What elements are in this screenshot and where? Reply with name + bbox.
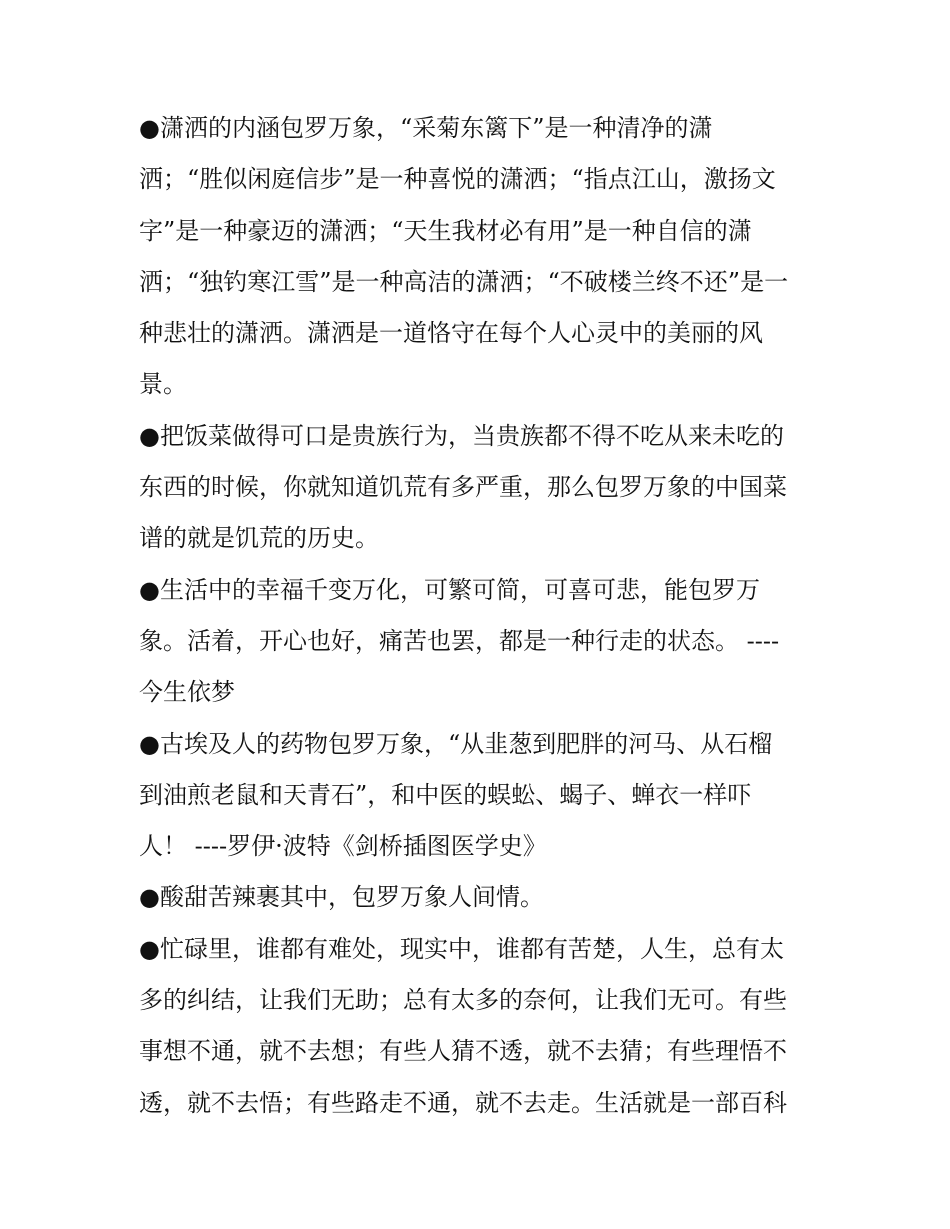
text-line: ●忙碌里，谁都有难处，现实中，谁都有苦楚，人生，总有太: [139, 934, 784, 963]
text-line: ●古埃及人的药物包罗万象，“从韭葱到肥胖的河马、从石榴: [139, 729, 773, 758]
text-line: ●生活中的幸福千变万化，可繁可简，可喜可悲，能包罗万: [139, 575, 760, 604]
text-line: 事想不通，就不去想；有些人猜不透，就不去猜；有些理悟不: [139, 1037, 787, 1066]
text-line: 东西的时候，你就知道饥荒有多严重，那么包罗万象的中国菜: [139, 473, 787, 502]
text-line: 洒；“胜似闲庭信步”是一种喜悦的潇洒；“指点江山，激扬文: [139, 165, 776, 194]
text-line: 象。活着，开心也好，痛苦也罢，都是一种行走的状态。 ----: [139, 626, 780, 655]
text-line: 景。: [139, 370, 187, 399]
text-line: ●把饭菜做得可口是贵族行为，当贵族都不得不吃从来未吃的: [139, 421, 784, 450]
text-line: 人！ ----罗伊·波特《剑桥插图医学史》: [139, 832, 547, 861]
text-line: 洒；“独钓寒江雪”是一种高洁的潇洒；“不破楼兰终不还”是一: [139, 267, 789, 296]
text-line: 多的纠结，让我们无助；总有太多的奈何，让我们无可。有些: [139, 986, 787, 1015]
document-body: [139, 103, 819, 1129]
text-line: 到油煎老鼠和天青石”，和中医的蜈蚣、蝎子、蝉衣一样吓: [139, 780, 752, 809]
text-line: 种悲壮的潇洒。潇洒是一道恪守在每个人心灵中的美丽的风: [139, 319, 763, 348]
text-line: 谱的就是饥荒的历史。: [139, 524, 379, 553]
text-line: ●酸甜苦辣裹其中，包罗万象人间情。: [139, 883, 544, 912]
text-line: ●潇洒的内涵包罗万象，“采菊东篱下”是一种清净的潇: [139, 114, 713, 142]
text-line: 字”是一种豪迈的潇洒；“天生我材必有用”是一种自信的潇: [139, 216, 752, 245]
text-line: 今生依梦: [139, 678, 235, 707]
text-line: 透，就不去悟；有些路走不通，就不去走。生活就是一部百科: [139, 1088, 787, 1117]
